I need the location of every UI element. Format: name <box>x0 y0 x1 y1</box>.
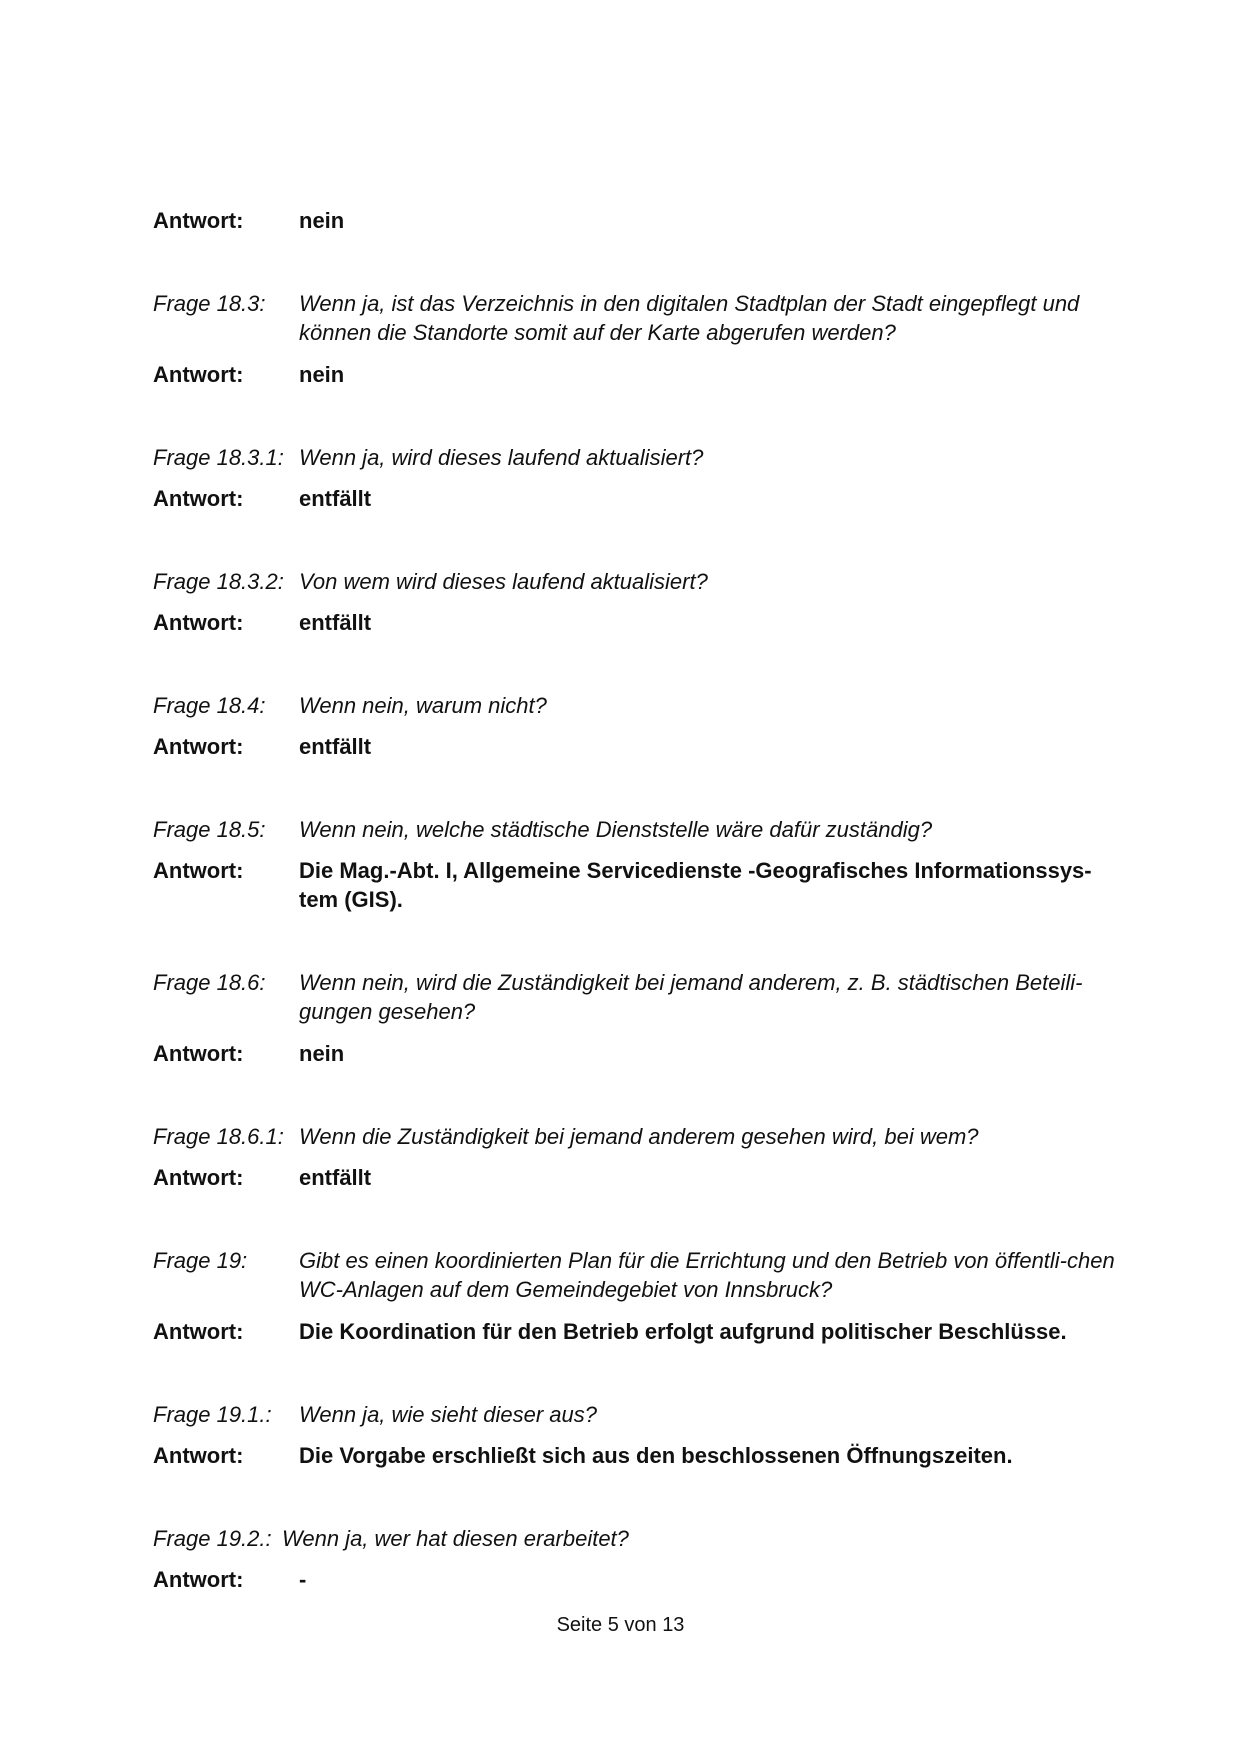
page-number-footer: Seite 5 von 13 <box>556 1614 685 1636</box>
question-label: Frage 18.6: <box>153 970 266 995</box>
question-text: Wenn nein, warum nicht? <box>299 693 547 718</box>
answer-label: Antwort: <box>153 1165 244 1190</box>
answer-text: Die Vorgabe erschließt sich aus den beschlossenen Öffnungszeiten. <box>299 1443 1013 1468</box>
answer-text: entfällt <box>299 734 372 759</box>
answer-label: Antwort: <box>153 858 244 883</box>
answer-text: entfällt <box>299 1165 372 1190</box>
answer-text: entfällt <box>299 486 372 511</box>
question-label: Frage 18.3.2: <box>153 569 284 594</box>
answer-18-5 <box>153 856 1123 914</box>
question-text: Gibt es einen koordinierten Plan für die Errichtung und den Betrieb von öffentli-chen WC-Anlagen auf dem Gemeindegebiet von Innsbruck? <box>299 1248 1115 1302</box>
question-label: Frage 18.6.1: <box>153 1124 284 1149</box>
answer-label: Antwort: <box>153 1041 244 1066</box>
answer-18-6 <box>153 1039 1123 1068</box>
answer-label: Antwort: <box>153 1567 244 1592</box>
answer-18-4 <box>153 732 1123 761</box>
answer-label: Antwort: <box>153 486 244 511</box>
question-text: Wenn ja, wer hat diesen erarbeitet? <box>282 1526 629 1551</box>
question-text: Von wem wird dieses laufend aktualisiert? <box>299 569 708 594</box>
answer-18-6-1 <box>153 1163 1123 1192</box>
answer-text: nein <box>299 362 345 387</box>
question-text: Wenn ja, wird dieses laufend aktualisiert? <box>299 445 704 470</box>
answer-text: nein <box>299 208 345 233</box>
answer-label: Antwort: <box>153 1443 244 1468</box>
question-19-1 <box>153 1400 1123 1429</box>
answer-text: nein <box>299 1041 345 1066</box>
question-text: Wenn ja, ist das Verzeichnis in den digitalen Stadtplan der Stadt eingepflegt und können die Standorte somit auf der Karte abgerufen werden? <box>299 291 1080 345</box>
answer-18-3-1 <box>153 484 1123 513</box>
question-18-6 <box>153 968 1123 1026</box>
question-label: Frage 18.3: <box>153 291 266 316</box>
question-18-4 <box>153 691 1123 720</box>
answer-19-1 <box>153 1441 1123 1470</box>
answer-text: entfällt <box>299 610 372 635</box>
question-label: Frage 18.4: <box>153 693 266 718</box>
question-text: Wenn die Zuständigkeit bei jemand anderem gesehen wird, bei wem? <box>299 1124 979 1149</box>
question-text: Wenn nein, wird die Zuständigkeit bei jemand anderem, z. B. städtischen Beteili-gungen gesehen? <box>299 970 1083 1024</box>
answer-18-3 <box>153 360 1123 389</box>
answer-label: Antwort: <box>153 1319 244 1344</box>
answer-text: - <box>299 1567 307 1592</box>
answer-text: Die Koordination für den Betrieb erfolgt aufgrund politischer Beschlüsse. <box>299 1319 1067 1344</box>
question-18-3-1 <box>153 443 1123 472</box>
answer-label: Antwort: <box>153 610 244 635</box>
question-19-2 <box>153 1524 1123 1553</box>
answer-19-2 <box>153 1565 1123 1594</box>
answer-label: Antwort: <box>153 362 244 387</box>
question-label: Frage 18.5: <box>153 817 266 842</box>
answer-18-3-2 <box>153 608 1123 637</box>
answer-18-2 <box>153 206 1123 235</box>
question-text: Wenn nein, welche städtische Dienststelle wäre dafür zuständig? <box>299 817 933 842</box>
question-18-3 <box>153 289 1123 347</box>
question-text: Wenn ja, wie sieht dieser aus? <box>299 1402 597 1427</box>
answer-text: Die Mag.-Abt. I, Allgemeine Servicedienste -Geografisches Informationssys-tem (GIS). <box>299 858 1092 912</box>
question-18-6-1 <box>153 1122 1123 1151</box>
question-label: Frage 19.2.: <box>153 1526 272 1551</box>
question-18-3-2 <box>153 567 1123 596</box>
question-label: Frage 18.3.1: <box>153 445 284 470</box>
answer-19 <box>153 1317 1123 1346</box>
answer-label: Antwort: <box>153 208 244 233</box>
answer-label: Antwort: <box>153 734 244 759</box>
question-label: Frage 19: <box>153 1248 248 1273</box>
question-label: Frage 19.1.: <box>153 1402 272 1427</box>
question-18-5 <box>153 815 1123 844</box>
question-19 <box>153 1246 1123 1304</box>
